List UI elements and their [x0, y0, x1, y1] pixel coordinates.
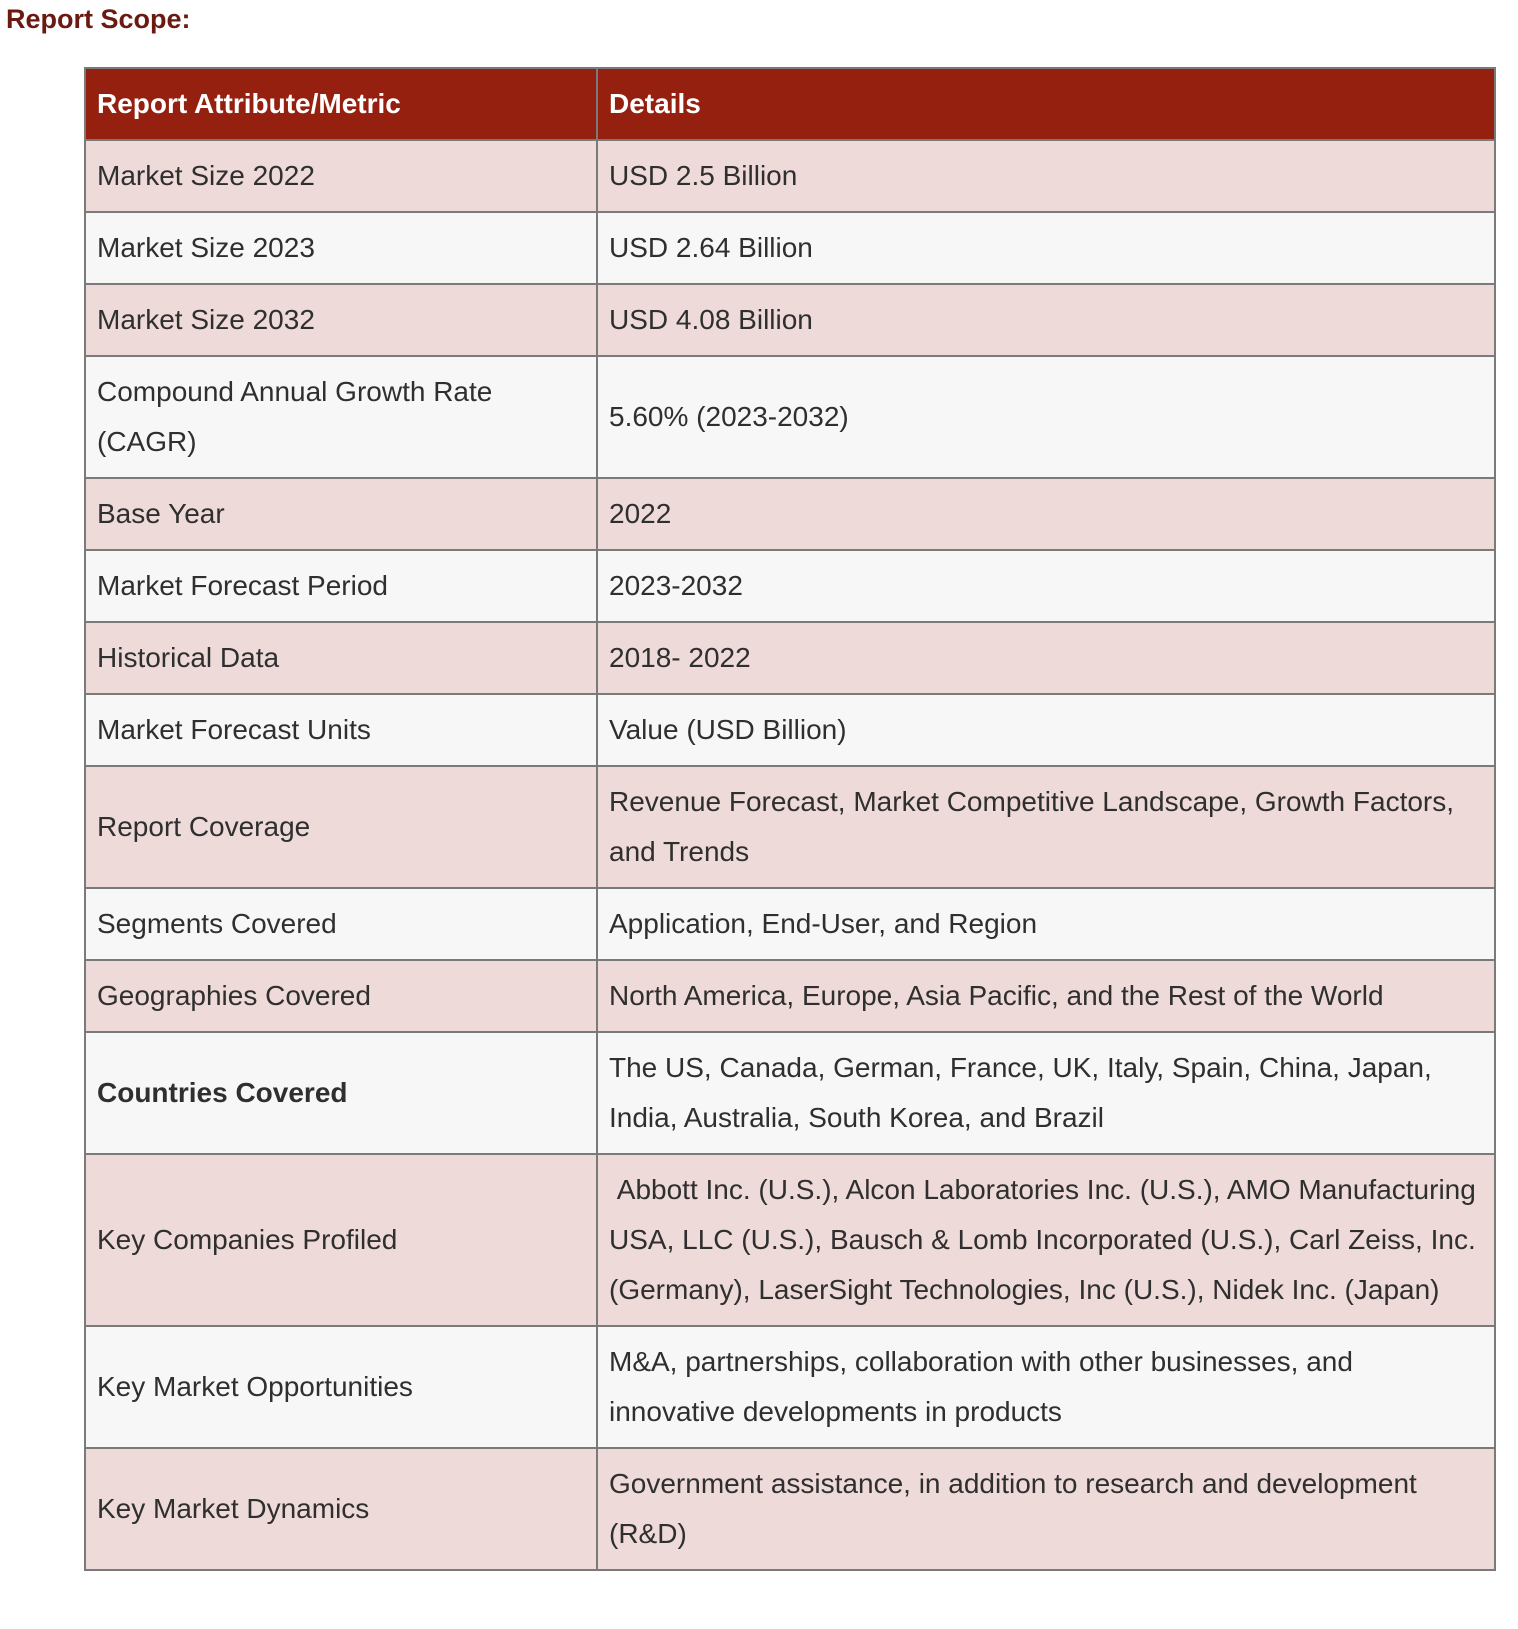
row-details: The US, Canada, German, France, UK, Italy, Spain, China, Japan, India, Australia, South Korea, and Brazil: [597, 1032, 1495, 1154]
table-row: [85, 622, 1495, 694]
row-details: Government assistance, in addition to research and development (R&D): [597, 1448, 1495, 1570]
row-attribute: Geographies Covered: [85, 960, 597, 1032]
row-attribute: Market Size 2023: [85, 212, 597, 284]
table-header-row: [85, 68, 1495, 140]
row-attribute: Key Market Opportunities: [85, 1326, 597, 1448]
row-attribute: Market Size 2022: [85, 140, 597, 212]
row-details: North America, Europe, Asia Pacific, and the Rest of the World: [597, 960, 1495, 1032]
row-attribute: Segments Covered: [85, 888, 597, 960]
row-details: Abbott Inc. (U.S.), Alcon Laboratories Inc. (U.S.), AMO Manufacturing USA, LLC (U.S.), Bausch & Lomb Incorporated (U.S.), Carl Zeiss, Inc. (Germany), LaserSight Technologies, Inc (U.S.), Nidek Inc. (Japan): [597, 1154, 1495, 1326]
row-attribute: Countries Covered: [85, 1032, 597, 1154]
row-attribute: Compound Annual Growth Rate (CAGR): [85, 356, 597, 478]
row-attribute: Historical Data: [85, 622, 597, 694]
table-row: [85, 356, 1495, 478]
row-details: 2023-2032: [597, 550, 1495, 622]
row-details: M&A, partnerships, collaboration with other businesses, and innovative developments in products: [597, 1326, 1495, 1448]
table-row: [85, 284, 1495, 356]
row-details: Application, End-User, and Region: [597, 888, 1495, 960]
table-row: [85, 1326, 1495, 1448]
table-row: [85, 694, 1495, 766]
row-attribute: Key Market Dynamics: [85, 1448, 597, 1570]
row-details: USD 4.08 Billion: [597, 284, 1495, 356]
table-row: [85, 140, 1495, 212]
row-attribute: Market Forecast Units: [85, 694, 597, 766]
report-scope-table: [84, 67, 1496, 1571]
row-details: USD 2.64 Billion: [597, 212, 1495, 284]
table-row: [85, 1448, 1495, 1570]
table-row: [85, 888, 1495, 960]
row-attribute: Key Companies Profiled: [85, 1154, 597, 1326]
table-row: [85, 212, 1495, 284]
row-attribute: Market Forecast Period: [85, 550, 597, 622]
row-details: 2022: [597, 478, 1495, 550]
table-row: [85, 1154, 1495, 1326]
table-row: [85, 1032, 1495, 1154]
table-row: [85, 550, 1495, 622]
row-details: Revenue Forecast, Market Competitive Landscape, Growth Factors, and Trends: [597, 766, 1495, 888]
table-row: [85, 766, 1495, 888]
row-attribute: Market Size 2032: [85, 284, 597, 356]
row-attribute: Base Year: [85, 478, 597, 550]
header-attribute: Report Attribute/Metric: [85, 68, 597, 140]
table-row: [85, 478, 1495, 550]
row-details: 5.60% (2023-2032): [597, 356, 1495, 478]
header-details: Details: [597, 68, 1495, 140]
table-row: [85, 960, 1495, 1032]
row-details: Value (USD Billion): [597, 694, 1495, 766]
row-details: 2018- 2022: [597, 622, 1495, 694]
report-scope-title: Report Scope:: [6, 4, 191, 34]
row-details: USD 2.5 Billion: [597, 140, 1495, 212]
row-attribute: Report Coverage: [85, 766, 597, 888]
